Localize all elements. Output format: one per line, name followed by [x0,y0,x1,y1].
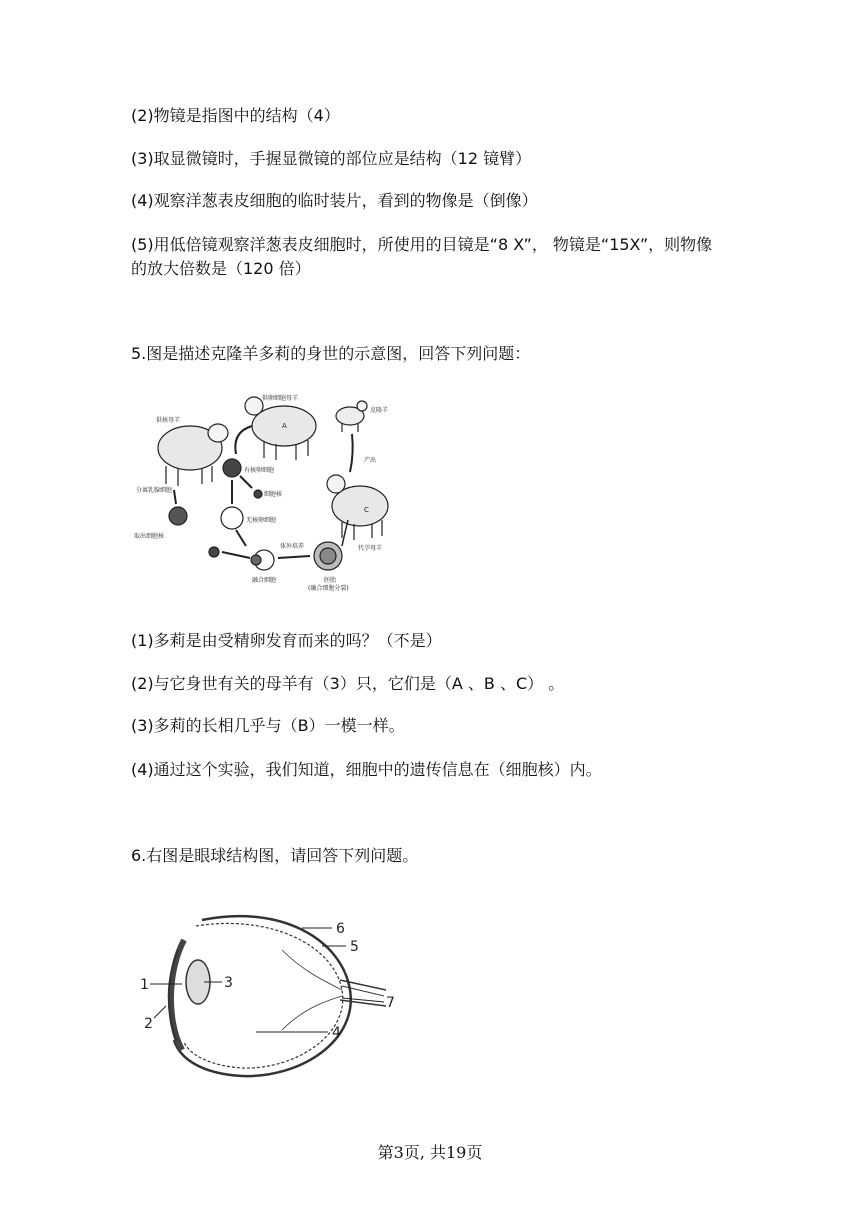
label-embryo: 胚胎 [324,577,337,584]
q5-title: 5.图是描述克隆羊多莉的身世的示意图，回答下列问题： [131,344,531,363]
eye-label-3: 3 [224,975,233,991]
nucleus-transfer [209,547,219,557]
donor-nucleus-sheep-illustration [158,424,228,486]
eye-label-1: 1 [140,977,149,993]
q5-answer-4: (4)通过这个实验，我们知道，细胞中的遗传信息在（细胞核）内。 [131,760,602,779]
q4-answer-5-line2: 的放大倍数是（120 倍） [131,259,311,278]
surrogate-sheep-illustration [327,475,388,540]
label-enucleated-egg: 无核卵细胞 [246,517,277,524]
label-c: C [364,506,369,514]
mammary-cell [169,507,187,525]
eyeball-diagram [132,910,402,1080]
label-nucleated-egg: 有核卵细胞 [244,467,275,474]
q4-answer-5-line1: (5)用低倍镜观察洋葱表皮细胞时，所使用的目镜是“8 X”， 物镜是“15X”，则物像 [131,235,713,254]
donor-egg-sheep-illustration [245,397,316,460]
q4-answer-3: (3)取显微镜时，手握显微镜的部位应是结构（12 镜臂） [131,149,532,168]
eye-label-7: 7 [386,995,395,1011]
label-embryo-note: (融合细胞分裂) [308,585,349,592]
nucleated-egg-cell [223,459,241,477]
eye-label-2: 2 [144,1016,153,1032]
label-donor-nucleus-sheep: 供核母羊 [156,417,181,424]
q5-answer-3: (3)多莉的长相几乎与（B）一模一样。 [131,716,405,735]
q6-title: 6.右图是眼球结构图，请回答下列问题。 [131,846,419,865]
label-culture: 体外培养 [280,543,305,550]
q5-answer-1: (1)多莉是由受精卵发育而来的吗？（不是） [131,631,442,650]
label-separate-mammary-cell: 分离乳腺细胞 [136,487,173,494]
enucleated-egg-cell [221,507,243,529]
eye-label-6: 6 [336,921,345,937]
clone-sheep-illustration [336,401,367,432]
page-footer: 第3页, 共19页 [377,1143,483,1162]
label-surrogate: 代孕母羊 [358,545,383,552]
label-nucleus: 细胞核 [264,491,283,498]
q5-answer-2: (2)与它身世有关的母羊有（3）只，它们是（A 、B 、C） 。 [131,674,565,693]
label-a: A [282,422,287,430]
label-birth: 产出 [364,457,377,464]
eye-label-5: 5 [350,939,359,955]
label-donor-egg-sheep: 供卵细胞母羊 [262,395,299,402]
label-clone-sheep: 克隆羊 [370,407,389,414]
removed-nucleus [254,490,262,498]
q4-answer-2: (2)物镜是指图中的结构（4） [131,106,340,125]
label-fused-cell: 融合细胞 [252,577,277,584]
eye-label-4: 4 [332,1025,341,1041]
q4-answer-4: (4)观察洋葱表皮细胞的临时装片，看到的物像是（倒像） [131,191,538,210]
clone-sheep-diagram [132,388,402,600]
label-take-out-nucleus: 取出细胞核 [134,533,165,540]
